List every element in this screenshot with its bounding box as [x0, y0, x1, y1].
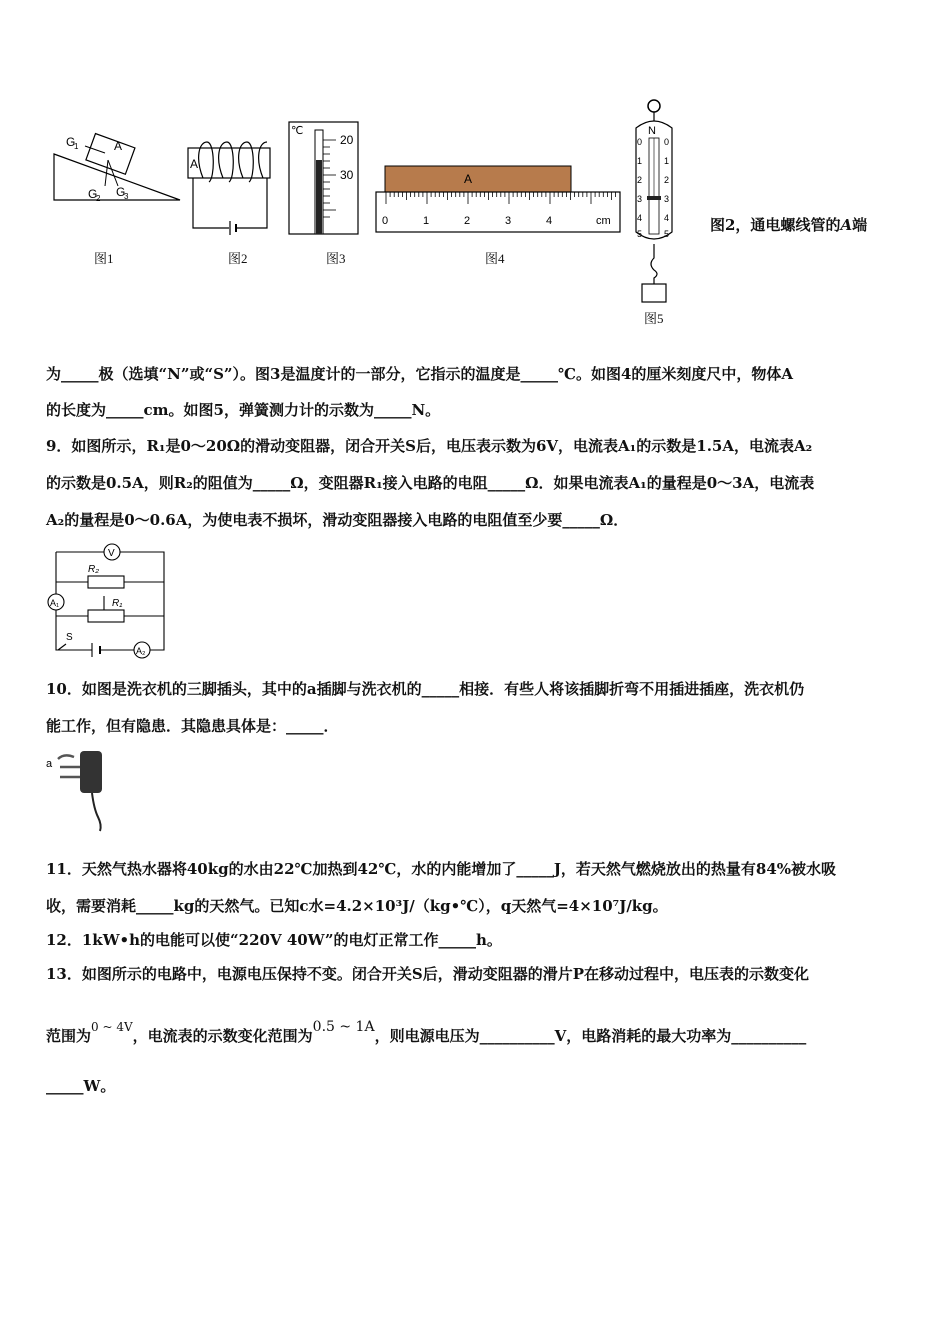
fig3-unit: ℃: [291, 125, 304, 137]
fig5-tick-4-left: 4: [637, 213, 643, 223]
q9-circuit-diagram: [44, 540, 170, 662]
fig5-tick-0-left: 0: [637, 137, 643, 147]
circuit-r1-label: R₁: [112, 598, 123, 609]
fig4-block-label: A: [464, 172, 473, 186]
figure-3-thermometer: [288, 120, 360, 236]
fig3-tick-30: 30: [340, 168, 354, 182]
fig1-label-g1-sub: 1: [74, 142, 79, 151]
plug-label-a: a: [46, 758, 53, 770]
q8-line1: 为_____极（选填“N”或“S”）。图3是温度计的一部分，它指示的温度是_____℃。如图4的厘米刻度尺中，物体A: [46, 365, 794, 383]
fig1-label-g1: G: [66, 135, 76, 149]
q13-line3: _____W。: [46, 1077, 116, 1095]
figure-1-incline: [50, 128, 185, 208]
q8-lead-text: 图2，通电螺线管的: [710, 216, 841, 234]
circuit-r2-label: R₂: [88, 564, 100, 575]
q13-range-post: ，则电源电压为__________V，电路消耗的最大功率为__________: [374, 1027, 807, 1045]
figure-4-ruler: [374, 164, 624, 236]
figure-2-caption: 图2: [228, 251, 248, 266]
figure-5-spring-scale: [628, 98, 680, 308]
fig4-tick-0: 0: [382, 215, 389, 227]
q13-range-v: 0 ~ 4V: [91, 1020, 133, 1034]
fig1-label-g2: G: [88, 187, 98, 201]
q9-line3: A₂的量程是0～0.6A，为使电表不损坏，滑动变阻器接入电路的电阻值至少要_____Ω．: [46, 511, 629, 529]
fig3-tick-20: 20: [340, 133, 354, 147]
q10-plug-image: [44, 745, 110, 833]
fig5-top-label: N: [648, 125, 656, 137]
q12-line1: 12．1kW•h的电能可以使“220V 40W”的电灯正常工作_____h。: [46, 931, 502, 949]
fig4-tick-1: 1: [423, 215, 430, 227]
q11-line1: 11．天然气热水器将40kg的水由22℃加热到42℃，水的内能增加了_____J，若天然气燃烧放出的热量有84%被水吸: [46, 860, 837, 878]
q13-range-mid: ，电流表的示数变化范围为: [132, 1027, 313, 1045]
fig5-tick-1-left: 1: [637, 156, 643, 166]
fig5-tick-5-left: 5: [637, 229, 643, 239]
q8-line2: 的长度为_____cm。如图5，弹簧测力计的示数为_____N。: [46, 401, 441, 419]
fig5-tick-2-right: 2: [664, 175, 670, 185]
circuit-switch-label: S: [66, 632, 73, 643]
fig4-tick-2: 2: [464, 215, 471, 227]
q9-line1: 9．如图所示，R₁是0～20Ω的滑动变阻器，闭合开关S后，电压表示数为6V，电流表A₁的示数是1.5A，电流表A₂: [46, 437, 813, 455]
fig5-tick-1-right: 1: [664, 156, 670, 166]
fig2-label-a: A: [190, 157, 199, 171]
figure-3-caption: 图3: [326, 251, 346, 266]
fig5-tick-2-left: 2: [637, 175, 643, 185]
fig1-label-g3: G: [116, 185, 126, 199]
figure-1-caption: 图1: [94, 251, 114, 266]
q8-lead-a: A: [840, 216, 853, 234]
fig5-tick-0-right: 0: [664, 137, 670, 147]
q8-lead: [710, 214, 867, 235]
fig4-unit: cm: [596, 215, 611, 227]
q13-range-a: 0.5 ~ 1A: [312, 1019, 375, 1035]
fig5-tick-4-right: 4: [664, 213, 670, 223]
q9-line2: 的示数是0.5A，则R₂的阻值为_____Ω，变阻器R₁接入电路的电阻_____Ω．如果电流表A₁的量程是0～3A，电流表: [46, 474, 815, 492]
q13-line1: 13．如图所示的电路中，电源电压保持不变。闭合开关S后，滑动变阻器的滑片P在移动过程中，电压表的示数变化: [46, 965, 809, 983]
figure-5-caption: 图5: [644, 311, 664, 326]
circuit-a1-label: A₁: [50, 598, 60, 608]
fig1-label-g2-sub: 2: [96, 194, 101, 203]
q11-line2: 收，需要消耗_____kg的天然气。已知c水=4.2×10³J/（kg•℃），q天然气=4×10⁷J/kg。: [46, 897, 668, 915]
circuit-voltmeter-label: V: [108, 548, 115, 559]
fig4-tick-3: 3: [505, 215, 512, 227]
q10-line2: 能工作，但有隐患．其隐患具体是：_____．: [46, 717, 339, 735]
q8-lead-end: 端: [852, 216, 868, 234]
q13-range-pre: 范围为: [46, 1027, 92, 1045]
fig1-label-a: A: [114, 139, 123, 153]
figure-2-solenoid: [185, 138, 275, 242]
fig5-tick-5-right: 5: [664, 229, 670, 239]
circuit-a2-label: A₂: [136, 646, 146, 656]
fig5-tick-3-left: 3: [637, 194, 643, 204]
q10-line1: 10．如图是洗衣机的三脚插头，其中的a插脚与洗衣机的_____相接．有些人将该插脚折弯不用插进插座，洗衣机仍: [46, 680, 805, 698]
fig1-label-g3-sub: 3: [124, 192, 129, 201]
figure-4-caption: 图4: [485, 251, 505, 266]
fig5-tick-3-right: 3: [664, 194, 670, 204]
q13-line2: [46, 1019, 807, 1047]
fig4-tick-4: 4: [546, 215, 553, 227]
